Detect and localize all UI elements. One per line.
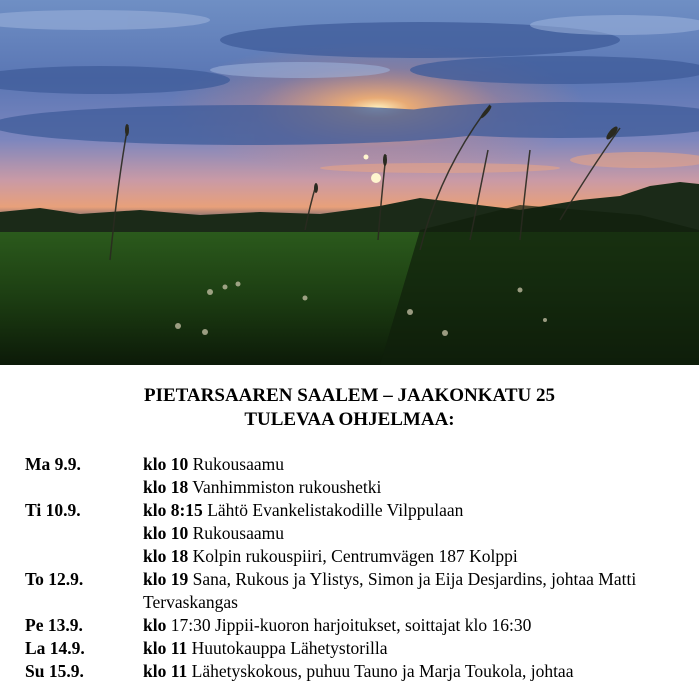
schedule-text: Rukousaamu bbox=[192, 454, 284, 474]
schedule-event bbox=[143, 476, 673, 499]
schedule-text: Sana, Rukous ja Ylistys, Simon ja Eija Desjardins, johtaa Matti Tervaskangas bbox=[143, 569, 637, 612]
schedule-event bbox=[143, 545, 673, 568]
schedule-time: klo 10 bbox=[143, 454, 189, 474]
schedule-day: Ti 10.9. bbox=[25, 500, 81, 520]
schedule-time: klo 18 bbox=[143, 546, 189, 566]
schedule-row bbox=[25, 453, 685, 476]
page-title: PIETARSAAREN SAALEM – JAAKONKATU 25 bbox=[144, 385, 555, 406]
schedule-text: Vanhimmiston rukoushetki bbox=[192, 477, 382, 497]
schedule-event bbox=[143, 637, 673, 660]
schedule-time: klo 18 bbox=[143, 477, 189, 497]
schedule-event bbox=[143, 568, 673, 614]
schedule-row bbox=[25, 660, 685, 683]
schedule-day: To 12.9. bbox=[25, 569, 84, 589]
schedule-time: klo 11 bbox=[143, 638, 188, 658]
schedule-list bbox=[25, 453, 685, 683]
schedule-row bbox=[25, 614, 685, 637]
schedule-row bbox=[25, 545, 685, 568]
schedule-row bbox=[25, 499, 685, 522]
schedule-day: La 14.9. bbox=[25, 638, 85, 658]
schedule-time: klo bbox=[143, 615, 167, 635]
schedule-text: Rukousaamu bbox=[192, 523, 284, 543]
schedule-event bbox=[143, 499, 673, 522]
schedule-event bbox=[143, 453, 673, 476]
schedule-row bbox=[25, 637, 685, 660]
schedule-event bbox=[143, 522, 673, 545]
schedule-text: Kolpin rukouspiiri, Centrumvägen 187 Kolppi bbox=[192, 546, 518, 566]
schedule-time: klo 11 bbox=[143, 661, 188, 681]
page-subtitle: TULEVAA OHJELMAA: bbox=[244, 409, 455, 430]
schedule-row bbox=[25, 568, 685, 614]
schedule-text: Lähtö Evankelistakodille Vilppulaan bbox=[207, 500, 464, 520]
schedule-day: Ma 9.9. bbox=[25, 454, 81, 474]
schedule-day: Su 15.9. bbox=[25, 661, 84, 681]
schedule-time: klo 19 bbox=[143, 569, 189, 589]
schedule-time: klo 8:15 bbox=[143, 500, 203, 520]
schedule-text: Lähetyskokous, puhuu Tauno ja Marja Toukola, johtaa bbox=[191, 661, 574, 681]
schedule-event bbox=[143, 660, 673, 683]
schedule-row bbox=[25, 522, 685, 545]
schedule-row bbox=[25, 476, 685, 499]
schedule-day: Pe 13.9. bbox=[25, 615, 83, 635]
schedule-time: klo 10 bbox=[143, 523, 189, 543]
schedule-text: 17:30 Jippii-kuoron harjoitukset, soittajat klo 16:30 bbox=[170, 615, 532, 635]
schedule-event bbox=[143, 614, 673, 637]
schedule-text: Huutokauppa Lähetystorilla bbox=[191, 638, 388, 658]
